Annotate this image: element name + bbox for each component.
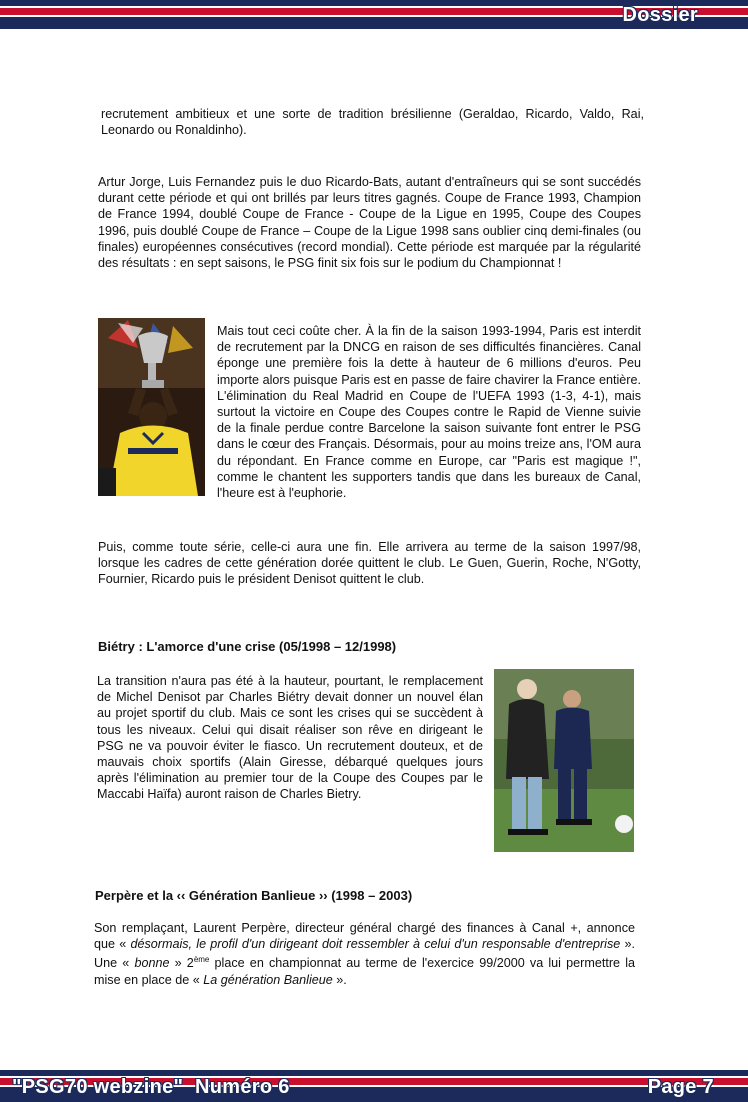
footer-page-number: Page 7 — [647, 1076, 714, 1098]
perpere-text-c: ». Une « — [94, 937, 635, 971]
paragraph-end-of-era: Puis, comme toute série, celle-ci aura une fin. Elle arrivera au terme de la saison 1997/98, lorsque les cadres de cette génération dorée quittent le club. Le Guen, Guerin, Roche, N'Gotty, Fournier, Ricardo puis le président Denisot quittent le club. — [98, 540, 641, 587]
page-footer — [0, 1070, 748, 1102]
perpere-ordinal: ème — [193, 955, 210, 965]
perpere-quote: désormais, le profil d'un dirigeant doit ressembler à celui d'un responsable d'entreprise — [130, 937, 621, 952]
bietry-training-photo — [494, 669, 634, 852]
paragraph-intro-end: recrutement ambitieux et une sorte de tradition brésilienne (Geraldao, Ricardo, Valdo, Rai, Leonardo ou Ronaldinho). — [101, 107, 644, 138]
heading-perpere: Perpère et la ‹‹ Génération Banlieue ›› (1998 – 2003) — [95, 888, 413, 903]
image-float-spacer — [98, 323, 217, 501]
perpere-bonne: bonne — [134, 956, 170, 971]
paragraph-coaches: Artur Jorge, Luis Fernandez puis le duo Ricardo-Bats, autant d'entraîneurs qui se sont succédés durant cette période et qui ont brillés par leurs titres gagnés. Coupe de France 1993, Champion de France 1994, doublé Coupe de France - Coupe de la Ligue en 1995, Coupe des Coupes 1996, puis doublé Coupe de France – Coupe de la Ligue 1998 sans oublier cinq demi-finales (ou finales) européennes consécutives (record mondial). Cette période est marquée par la régularité des résultats : en sept saisons, le PSG finit six fois sur le podium du Championnat ! — [98, 175, 641, 271]
paragraph-perpere — [94, 920, 635, 988]
perpere-text-f: place en championnat au terme de l'exercice 99/2000 va lui permettre la mise en place de « — [94, 956, 635, 987]
heading-bietry: Biétry : L'amorce d'une crise (05/1998 – 12/1998) — [98, 639, 397, 654]
paragraph-bietry: La transition n'aura pas été à la hauteur, pourtant, le remplacement de Michel Denisot par Charles Biétry devait donner un nouvel élan au projet sportif du club. Mais ce sont les crises qui se succèdent à tous les niveaux. Celui qui disait réaliser son rêve en dirigeant le PSG ne va pouvoir éviter le fiasco. Un recrutement douteux, et de mauvais choix sportifs (Alain Giresse, débarqué quelques jours après l'élimination au premier tour de la Coupe des Coupes par le Maccabi Haïfa) auront raison de Charles Bietry. — [97, 674, 483, 802]
paragraph-canal-finances — [98, 323, 641, 501]
section-title: Dossier — [622, 4, 698, 26]
paragraph-canal-finances-text: Mais tout ceci coûte cher. À la fin de la saison 1993-1994, Paris est interdit de recrutement par la DNCG en raison de ses difficultés financières. Canal éponge une première fois la dette à hauteur de 6 millions d'euros. Peu importe alors puisque Paris est en passe de faire chavirer la France entière. L'élimination du Real Madrid en Coupe de l'UEFA 1993 (1-3, 4-1), mais surtout la victoire en Coupe des Coupes contre le Rapid de Vienne suivie de la finale perdue contre Barcelone la saison suivante font entrer le PSG dans le cœur des Français. Désormais, pour au moins treize ans, l'OM aura du répondant. En France comme en Europe, car "Paris est magique !", comme le chantent les supporters tandis que dans les bureaux de Canal, l'heure est à l'euphorie. — [217, 324, 641, 501]
page-header — [0, 0, 748, 30]
perpere-text-h: ». — [332, 972, 347, 987]
perpere-text-a: Son remplaçant, Laurent Perpère, directeur général chargé des finances à Canal +, annonce que « — [94, 921, 635, 952]
perpere-generation: La génération Banlieue — [203, 972, 333, 987]
footer-publication: "PSG70 webzine" Numéro 6 — [12, 1076, 290, 1098]
perpere-text-e: » 2 — [169, 956, 194, 971]
